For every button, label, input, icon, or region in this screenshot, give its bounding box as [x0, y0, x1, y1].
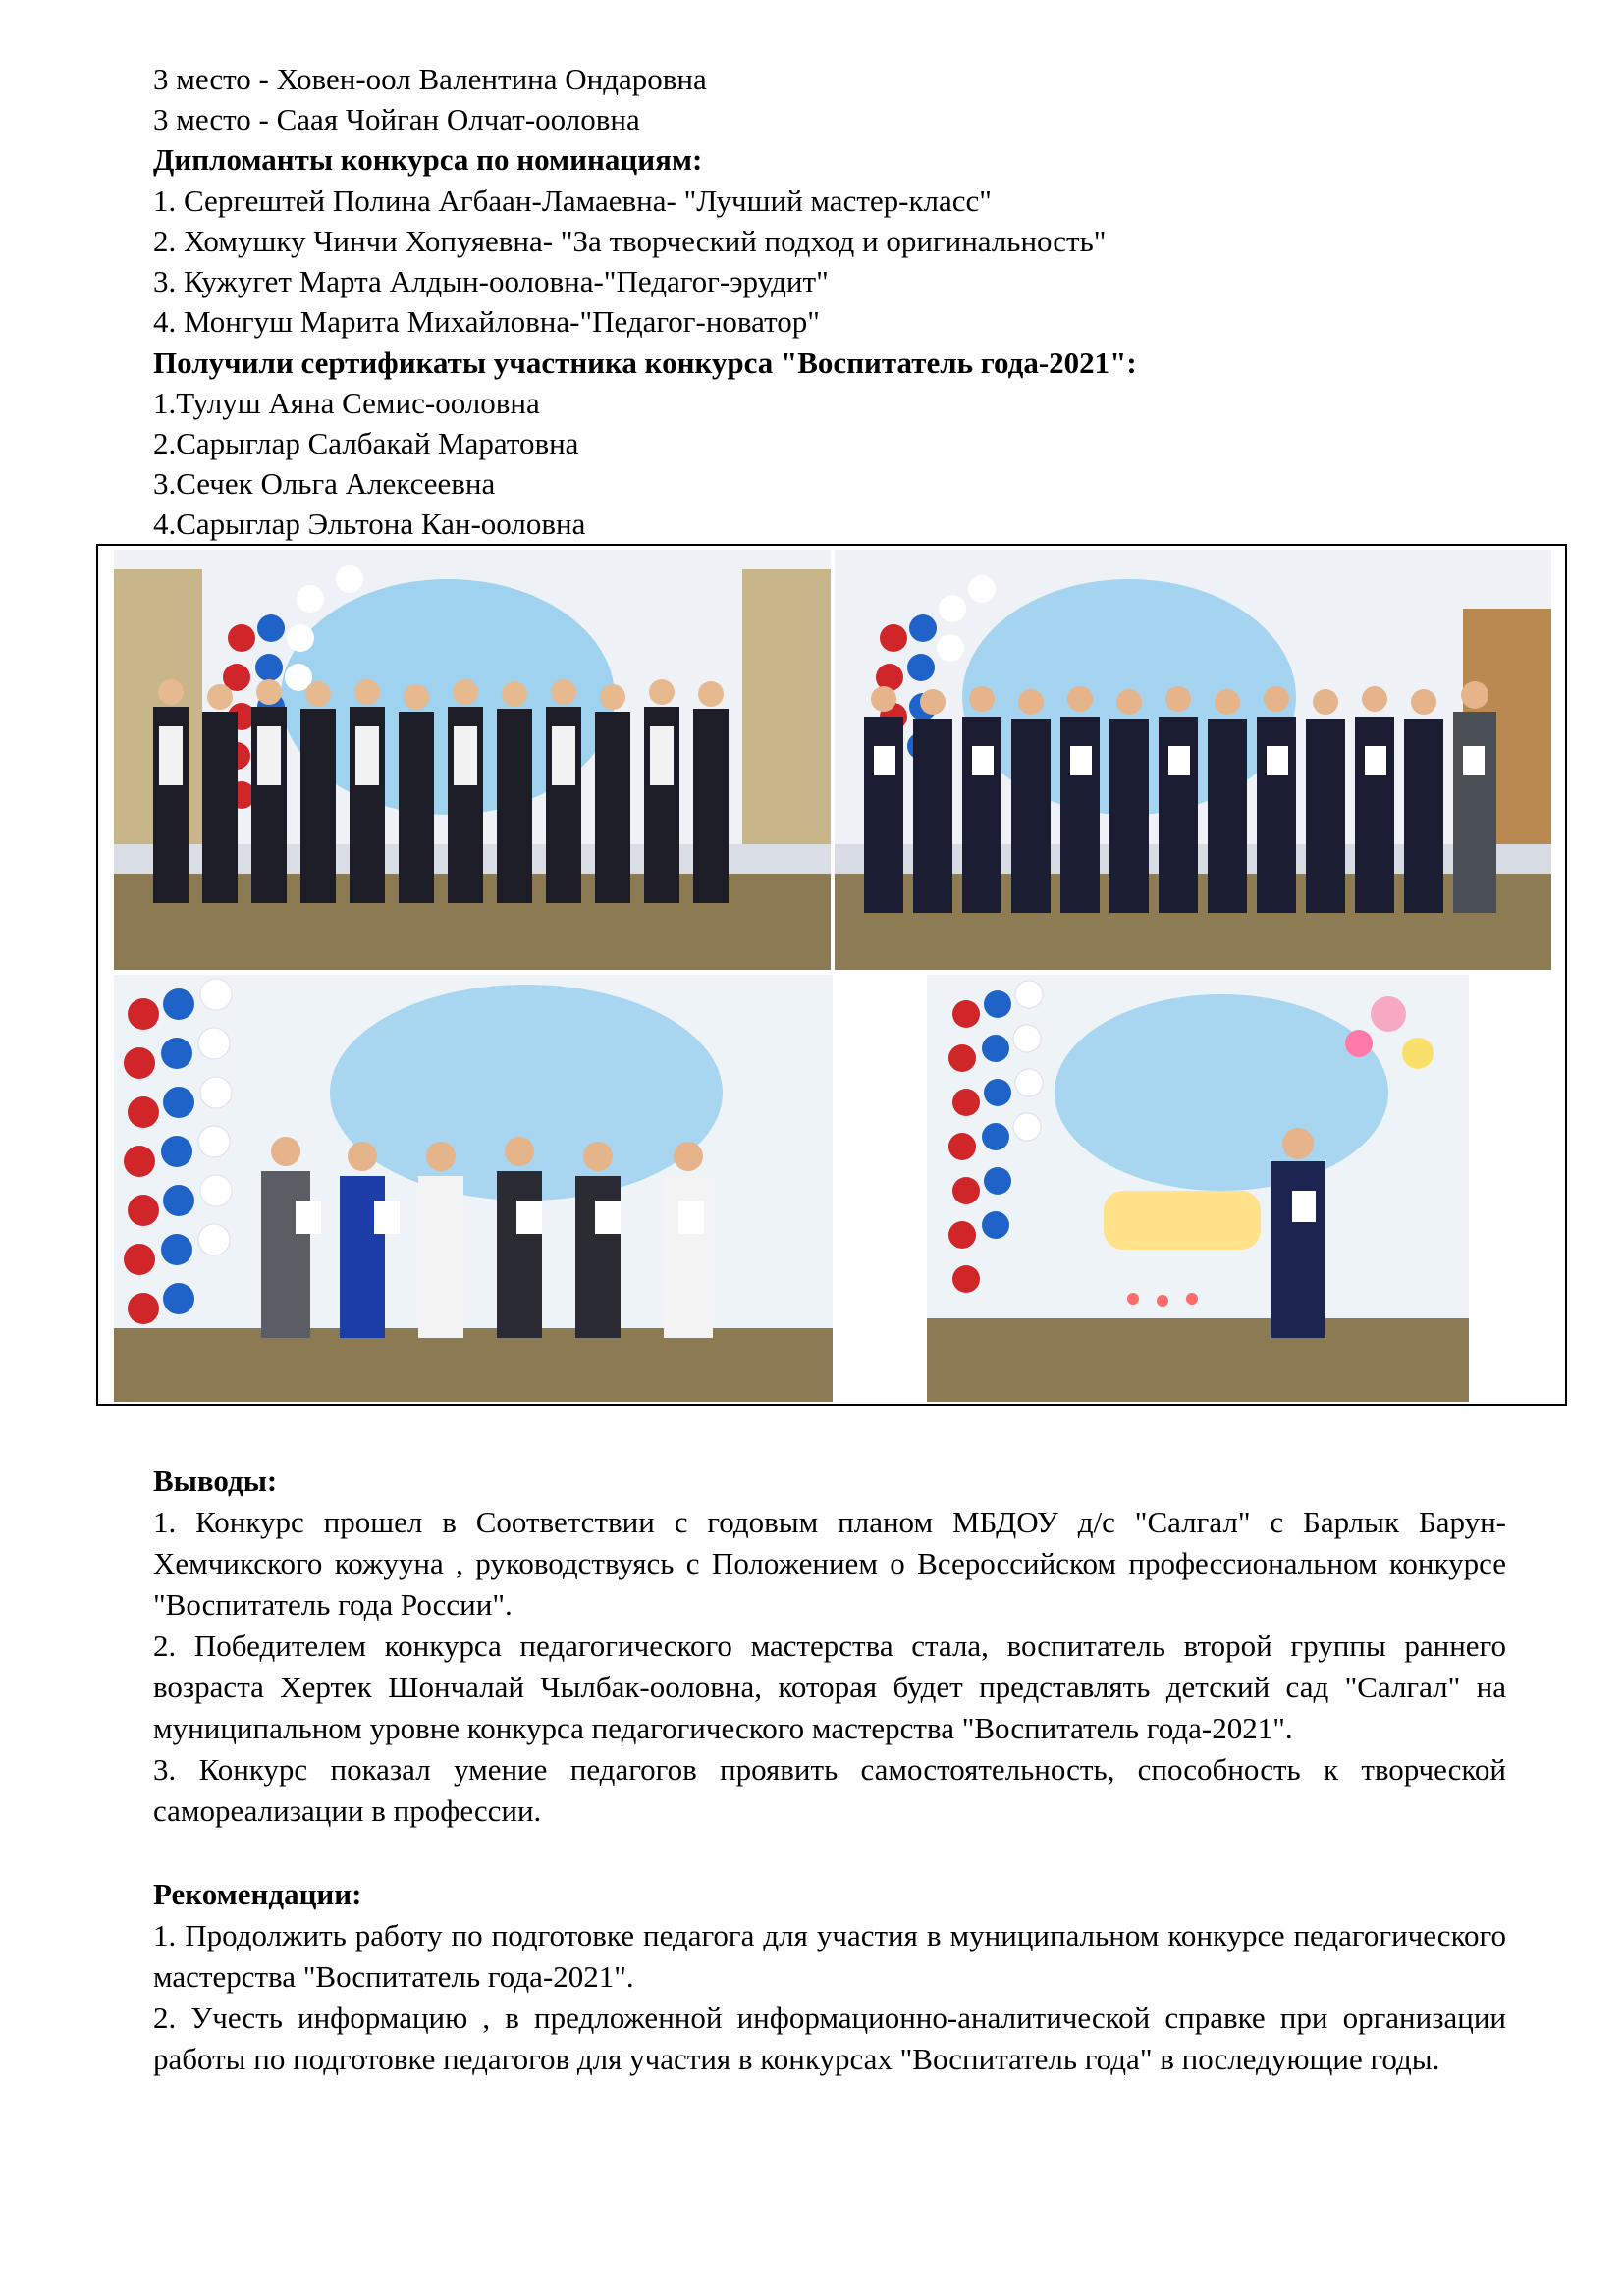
photo-group-six [114, 975, 833, 1402]
certificates-heading: Получили сертификаты участника конкурса "Воспитатель года-2021": [153, 346, 1137, 380]
conclusions-heading: Выводы: [153, 1464, 278, 1498]
nomination-line-3: 3. Кужугет Марта Алдын-ооловна-"Педагог-эрудит" [153, 264, 829, 298]
certificate-line-3: 3.Сечек Ольга Алексеевна [153, 466, 496, 501]
place-line-2: 3 место - Саая Чойган Олчат-ооловна [153, 102, 640, 136]
conclusion-item-3: 3. Конкурс показал умение педагогов проявить самостоятельность, способность к творческой самореализации в профессии. [153, 1752, 1506, 1828]
photo-single-winner [927, 975, 1469, 1402]
recommendations-list [153, 1915, 1506, 2080]
photo-group-large [114, 550, 831, 970]
nomination-line-4: 4. Монгуш Марита Михайловна-"Педагог-новатор" [153, 304, 820, 339]
certificate-line-1: 1.Тулуш Аяна Семис-ооловна [153, 386, 540, 420]
conclusions-list [153, 1502, 1506, 1832]
certificate-line-4: 4.Сарыглар Эльтона Кан-ооловна [153, 507, 586, 541]
nominations-heading: Дипломанты конкурса по номинациям: [153, 142, 703, 177]
place-line-1: 3 место - Ховен-оол Валентина Ондаровна [153, 62, 707, 96]
certificate-line-2: 2.Сарыглар Салбакай Маратовна [153, 426, 579, 460]
photo-group-certificates [835, 550, 1551, 970]
conclusion-item-2: 2. Победителем конкурса педагогического мастерства стала, воспитатель второй группы раннего возраста Хертек Шончалай Чылбак-ооловна, которая будет представлять детский сад "Салгал" на муниципальном уровне конкурса педагогического мастерства "Воспитатель года-2021". [153, 1629, 1506, 1745]
nomination-line-2: 2. Хомушку Чинчи Хопуяевна- "За творческий подход и оригинальность" [153, 224, 1107, 258]
recommendation-item-1: 1. Продолжить работу по подготовке педагога для участия в муниципальном конкурсе педагогического мастерства "Воспитатель года-2021". [153, 1918, 1506, 1994]
nomination-line-1: 1. Сергештей Полина Агбаан-Ламаевна- "Лучший мастер-класс" [153, 184, 992, 218]
conclusion-item-1: 1. Конкурс прошел в Соответствии с годовым планом МБДОУ д/с "Салгал" с Барлык Барун-Хемчикского кожууна , руководствуясь с Положением о Всероссийском профессиональном конкурсе "Воспитатель года России". [153, 1505, 1506, 1622]
recommendations-heading: Рекомендации: [153, 1877, 362, 1911]
recommendation-item-2: 2. Учесть информацию , в предложенной информационно-аналитической справке при организации работы по подготовке педагогов для участия в конкурсах "Воспитатель года" в последующие годы. [153, 2001, 1506, 2076]
